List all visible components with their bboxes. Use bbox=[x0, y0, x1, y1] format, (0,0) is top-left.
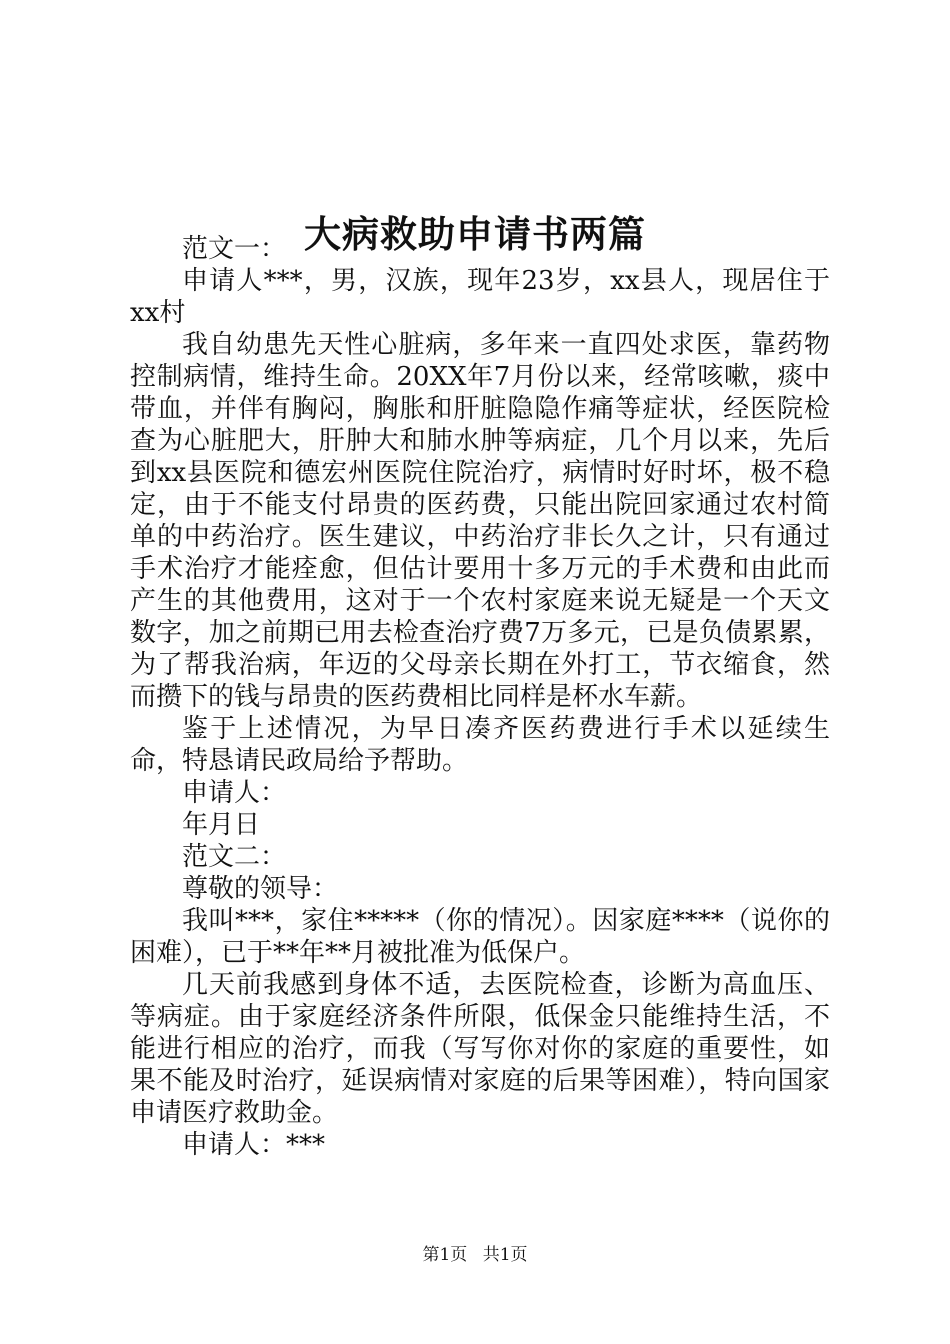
page-footer bbox=[0, 1243, 950, 1267]
request-paragraph: 鉴于上述情况，为早日凑齐医药费进行手术以延续生命，特恳请民政局给予帮助。 bbox=[130, 714, 830, 776]
page-total: 共1页 bbox=[482, 1245, 528, 1265]
page-number: 第1页 bbox=[422, 1245, 468, 1265]
illness-paragraph: 几天前我感到身体不适，去医院检查，诊断为高血压、等病症。由于家庭经济条件所限，低保金只能维持生活，不能进行相应的治疗，而我（写写你对你的家庭的重要性，如果不能及时治疗，延误病情对家庭的后果等困难），特向国家申请医疗救助金。 bbox=[130, 970, 830, 1128]
applicant-signature-line-2: 申请人：*** bbox=[182, 1130, 326, 1160]
document-body bbox=[130, 233, 830, 1161]
salutation-line: 尊敬的领导： bbox=[182, 874, 339, 904]
section-heading-1: 范文一： bbox=[182, 234, 287, 264]
applicant-info-paragraph: 申请人***，男，汉族，现年23岁，xx县人，现居住于xx村 bbox=[130, 266, 830, 328]
page-title: 大病救助申请书两篇 bbox=[304, 211, 646, 256]
section-heading-2: 范文二： bbox=[182, 842, 287, 872]
medical-history-paragraph: 我自幼患先天性心脏病，多年来一直四处求医，靠药物控制病情，维持生命。20XX年7月份以来，经常咳嗽，痰中带血，并伴有胸闷，胸胀和肝脏隐隐作痛等症状，经医院检查为心脏肥大，肝肿大和肺水肿等病症，几个月以来，先后到xx县医院和德宏州医院住院治疗，病情时好时坏，极不稳定，由于不能支付昂贵的医药费，只能出院回家通过农村简单的中药治疗。医生建议，中药治疗非长久之计，只有通过手术治疗才能痊愈，但估计要用十多万元的手术费和由此而产生的其他费用，这对于一个农村家庭来说无疑是一个天文数字，加之前期已用去检查治疗费7万多元，已是负债累累，为了帮我治病，年迈的父母亲长期在外打工，节衣缩食，然而攒下的钱与昂贵的医药费相比同样是杯水车薪。 bbox=[130, 330, 830, 712]
date-line: 年月日 bbox=[182, 810, 261, 840]
situation-paragraph: 我叫***，家住*****（你的情况）。因家庭****（说你的困难），已于**年**月被批准为低保户。 bbox=[130, 906, 830, 968]
applicant-signature-line: 申请人： bbox=[182, 778, 287, 808]
